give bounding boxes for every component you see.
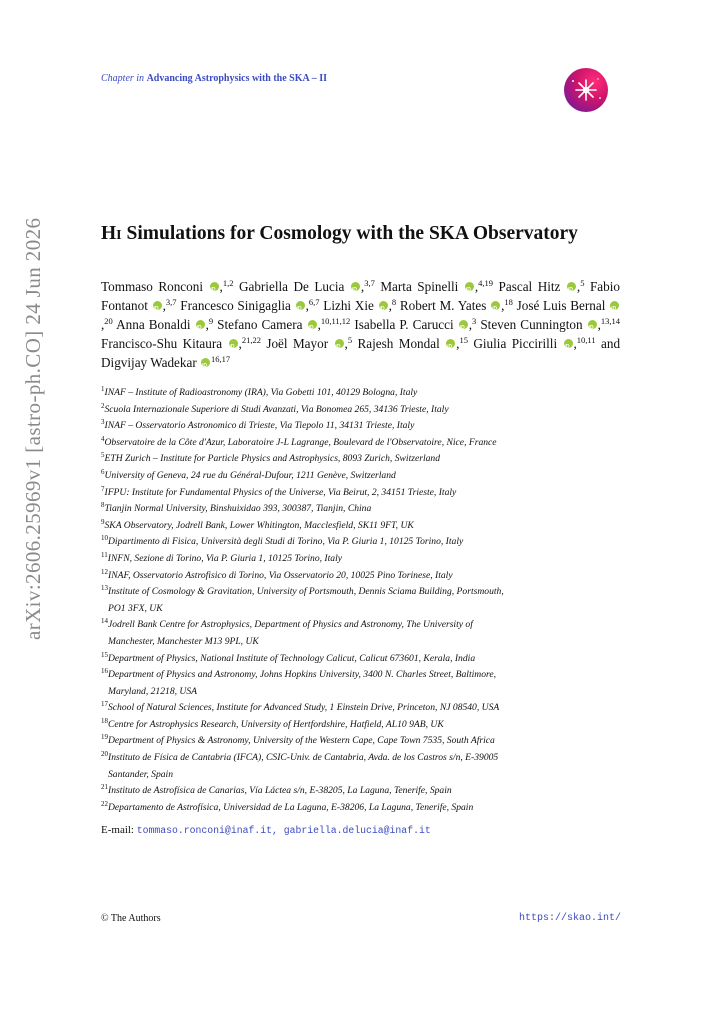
affiliation-number: 1 bbox=[101, 385, 105, 393]
author-name: Anna Bonaldi bbox=[116, 317, 191, 333]
affiliation-item bbox=[101, 485, 620, 502]
author-affiliation-numbers: 16,17 bbox=[211, 354, 231, 365]
affiliation-text: Institute of Cosmology & Gravitation, University of Portsmouth, Dennis Sciama Building, Portsmouth, bbox=[108, 586, 504, 598]
affiliation-item bbox=[101, 800, 620, 817]
affiliation-item bbox=[101, 534, 620, 551]
affiliation-number: 16 bbox=[101, 667, 108, 676]
orcid-icon[interactable] bbox=[153, 301, 162, 310]
orcid-icon[interactable] bbox=[491, 301, 500, 310]
author-affiliation-numbers: 9 bbox=[208, 316, 214, 327]
orcid-icon[interactable] bbox=[567, 282, 576, 291]
footer-url-link[interactable]: https://skao.int/ bbox=[518, 913, 621, 924]
affiliation-item bbox=[101, 750, 620, 783]
book-title-link[interactable]: Advancing Astrophysics with the SKA – II bbox=[146, 73, 327, 84]
email-line bbox=[101, 824, 431, 836]
affiliation-number: 10 bbox=[101, 534, 108, 543]
affiliation-text: Scuola Internazionale Superiore di Studi Avanzati, Via Bonomea 265, 34136 Trieste, Italy bbox=[104, 403, 449, 415]
affiliation-item bbox=[101, 617, 620, 650]
affiliation-item bbox=[101, 551, 620, 568]
author-name: Joël Mayor bbox=[266, 336, 329, 352]
affiliation-text: INAF, Osservatorio Astrofisico di Torino, Via Osservatorio 20, 10025 Pino Torinese, Italy bbox=[108, 569, 453, 581]
author-affiliation-numbers: 10,11,12 bbox=[320, 316, 351, 327]
orcid-icon[interactable] bbox=[379, 301, 388, 310]
author-name: Gabriella De Lucia bbox=[238, 279, 345, 294]
author-name: Marta Spinelli bbox=[380, 279, 459, 294]
affiliation-item bbox=[101, 435, 620, 452]
affiliation-number: 21 bbox=[101, 783, 108, 792]
orcid-icon[interactable] bbox=[296, 301, 305, 310]
affiliation-number: 22 bbox=[101, 799, 108, 808]
affiliation-text-continued: Maryland, 21218, USA bbox=[108, 685, 197, 697]
author-name: Tommaso Ronconi bbox=[101, 279, 204, 294]
ska-logo bbox=[564, 68, 608, 112]
author-name: José Luis Bernal bbox=[516, 298, 606, 314]
author-name: Fabio Fontanot bbox=[101, 279, 621, 314]
affiliation-number: 5 bbox=[101, 451, 105, 460]
affiliation-number: 2 bbox=[101, 401, 105, 410]
affiliation-item bbox=[101, 667, 620, 700]
author-affiliation-numbers: 13,14 bbox=[600, 316, 621, 327]
orcid-icon[interactable] bbox=[465, 282, 474, 291]
affiliation-text-continued: Manchester, Manchester M13 9PL, UK bbox=[108, 635, 259, 647]
affiliation-item bbox=[101, 584, 620, 617]
affiliation-text-continued: Santander, Spain bbox=[108, 768, 174, 780]
affiliation-text: Dipartimento di Fisica, Università degli Studi di Torino, Via P. Giuria 1, 10125 Torino, Italy bbox=[108, 536, 464, 548]
author-name: Francesco Sinigaglia bbox=[180, 298, 291, 314]
affiliation-text: Department of Physics, National Institute of Technology Calicut, Calicut 673601, Kerala, India bbox=[108, 652, 476, 664]
affiliation-item bbox=[101, 501, 620, 518]
orcid-icon[interactable] bbox=[610, 301, 619, 310]
email-addresses[interactable]: tommaso.ronconi@inaf.it, gabriella.delucia@inaf.it bbox=[136, 825, 431, 836]
author-affiliation-numbers: 10,11 bbox=[576, 335, 596, 346]
affiliation-number: 14 bbox=[101, 617, 108, 626]
orcid-icon[interactable] bbox=[335, 339, 344, 348]
affiliation-number: 15 bbox=[101, 650, 108, 659]
author-name: Robert M. Yates bbox=[399, 298, 487, 314]
email-label: E-mail: bbox=[101, 824, 134, 836]
author-affiliation-numbers: 3,7 bbox=[165, 297, 177, 308]
author-name: Stefano Camera bbox=[217, 317, 303, 333]
affiliation-item bbox=[101, 783, 620, 800]
affiliation-number: 7 bbox=[101, 484, 105, 493]
affiliation-number: 12 bbox=[101, 567, 108, 576]
affiliation-item bbox=[101, 733, 620, 750]
affiliation-number: 11 bbox=[101, 550, 108, 559]
author-affiliation-numbers: 18 bbox=[504, 297, 513, 308]
author-name: Pascal Hitz bbox=[498, 279, 561, 294]
affiliation-text: School of Natural Sciences, Institute for Advanced Study, 1 Einstein Drive, Princeton, NJ 08540, USA bbox=[108, 702, 500, 714]
author-name: Isabella P. Carucci bbox=[354, 317, 454, 333]
affiliation-item bbox=[101, 468, 620, 485]
affiliation-text: INAF – Osservatorio Astronomico di Trieste, Via Tiepolo 11, 34131 Trieste, Italy bbox=[104, 420, 415, 432]
affiliation-text: University of Geneva, 24 rue du Général-Dufour, 1211 Genève, Switzerland bbox=[104, 469, 396, 481]
orcid-icon[interactable] bbox=[210, 282, 219, 291]
affiliation-text: SKA Observatory, Jodrell Bank, Lower Whitington, Macclesfield, SK11 9FT, UK bbox=[104, 519, 414, 531]
arxiv-identifier: arXiv:2606.25969v1 [astro-ph.CO] 24 Jun 2026 bbox=[21, 217, 45, 640]
orcid-icon[interactable] bbox=[446, 339, 455, 348]
orcid-icon[interactable] bbox=[308, 320, 317, 329]
author-name: Lizhi Xie bbox=[323, 298, 374, 314]
affiliation-number: 9 bbox=[101, 517, 105, 526]
orcid-icon[interactable] bbox=[201, 358, 210, 367]
affiliation-text: INAF – Institute of Radioastronomy (IRA), Via Gobetti 101, 40129 Bologna, Italy bbox=[104, 387, 418, 398]
affiliation-text: Centre for Astrophysics Research, University of Hertfordshire, Hatfield, AL10 9AB, UK bbox=[108, 718, 444, 730]
affiliation-number: 17 bbox=[101, 700, 108, 709]
orcid-icon[interactable] bbox=[351, 282, 360, 291]
affiliation-number: 6 bbox=[101, 467, 105, 476]
author-name: Rajesh Mondal bbox=[357, 336, 440, 352]
affiliation-number: 20 bbox=[101, 750, 108, 759]
orcid-icon[interactable] bbox=[459, 320, 468, 329]
affiliation-item bbox=[101, 451, 620, 468]
affiliation-text: Tianjin Normal University, Binshuixidao 393, 300387, Tianjin, China bbox=[104, 503, 372, 515]
author-affiliation-numbers: 21,22 bbox=[241, 335, 261, 346]
author-affiliation-numbers: 15 bbox=[459, 335, 468, 346]
affiliation-number: 18 bbox=[101, 716, 108, 725]
author-affiliation-numbers: 3,7 bbox=[364, 278, 375, 288]
affiliation-item bbox=[101, 651, 620, 668]
affiliation-item bbox=[101, 385, 620, 402]
affiliation-item bbox=[101, 700, 620, 717]
author-name: Steven Cunnington bbox=[480, 317, 583, 333]
author-affiliation-numbers: 6,7 bbox=[308, 297, 320, 308]
author-affiliation-numbers: 8 bbox=[391, 297, 397, 308]
affiliation-text: Instituto de Astrofísica de Canarias, Vía Láctea s/n, E-38205, La Laguna, Tenerife, Spain bbox=[108, 785, 452, 797]
title-rest: Simulations for Cosmology with the SKA Observatory bbox=[121, 223, 578, 244]
author-list: Tommaso Ronconi iD ,$^{1,2}$ Gabriella De Lucia iD ,$^{3,7}$ Marta Spinelli iD ,$^{4,19}$ Pascal Hitz iD ,$^5$ Fabio Fontanot iD ,$^{3,7}$ Francesco Sinigaglia iD ,$^{6,7}$ Lizhi Xie iD ,$^8$ Robert M. Yates iD ,$^{18}$ José Luis Bernal iD,$^{20}$ Anna Bonaldi iD ,$^9$ Stefano Camera iD ,$^{10,11,12}$ Isabella P. Carucci iD ,$^3$ Steven Cunnington iD ,$^{13,14}$ Francisco-Shu Kitaura iD ,$^{21,22}$ Joël Mayor iD ,$^5$ Rajesh Mondal iD ,$^{15}$ Giulia Piccirilli iD ,$^{10,11}$ and Digvijay Wadekar iD $^{16,17}$ bbox=[101, 277, 620, 372]
affiliation-text-continued: PO1 3FX, UK bbox=[108, 602, 163, 614]
and-word: and bbox=[601, 336, 621, 352]
author-affiliation-numbers: 4,19 bbox=[478, 278, 494, 288]
chapter-prefix: Chapter in bbox=[101, 73, 145, 84]
orcid-icon[interactable] bbox=[196, 320, 205, 329]
affiliation-item bbox=[101, 418, 620, 435]
author-affiliation-numbers: 3 bbox=[472, 316, 477, 327]
author-affiliation-numbers: 20 bbox=[104, 316, 113, 327]
affiliation-number: 13 bbox=[101, 584, 108, 593]
author-affiliation-numbers: 5 bbox=[347, 335, 353, 346]
paper-title bbox=[101, 223, 578, 245]
affiliation-number: 4 bbox=[101, 434, 105, 443]
copyright: © The Authors bbox=[101, 913, 161, 924]
affiliation-text: INFN, Sezione di Torino, Via P. Giuria 1, 10125 Torino, Italy bbox=[107, 552, 343, 564]
author-name: Francisco-Shu Kitaura bbox=[101, 336, 223, 352]
affiliation-text: ETH Zurich – Institute for Particle Physics and Astrophysics, 8093 Zurich, Switzerland bbox=[104, 453, 441, 465]
affiliation-number: 19 bbox=[101, 733, 108, 742]
affiliation-item bbox=[101, 717, 620, 734]
orcid-icon[interactable] bbox=[564, 339, 573, 348]
affiliation-text: Departamento de Astrofísica, Universidad de La Laguna, E-38206, La Laguna, Tenerife, Spain bbox=[108, 801, 474, 813]
author-affiliation-numbers: 5 bbox=[580, 278, 585, 288]
affiliation-text: Department of Physics and Astronomy, Johns Hopkins University, 3400 N. Charles Street, Baltimore, bbox=[108, 669, 497, 681]
affiliation-text: Instituto de Física de Cantabria (IFCA), CSIC-Univ. de Cantabria, Avda. de los Castros s/n, E-39005 bbox=[108, 752, 499, 764]
author-name: Digvijay Wadekar bbox=[101, 355, 197, 371]
author-name: Giulia Piccirilli bbox=[473, 336, 558, 352]
affiliation-text: Department of Physics & Astronomy, University of the Western Cape, Cape Town 7535, South Africa bbox=[108, 735, 495, 747]
star-burst-icon bbox=[564, 68, 608, 112]
affiliation-text: Observatoire de la Côte d'Azur, Laboratoire J-L Lagrange, Boulevard de l'Observatoire, Nice, France bbox=[104, 436, 497, 448]
title-hi: Hi bbox=[101, 223, 122, 244]
orcid-icon[interactable] bbox=[588, 320, 597, 329]
chapter-header bbox=[101, 73, 327, 84]
affiliation-item bbox=[101, 518, 620, 535]
affiliation-number: 8 bbox=[101, 501, 105, 510]
affiliation-number: 3 bbox=[101, 418, 105, 427]
affiliation-text: Jodrell Bank Centre for Astrophysics, Department of Physics and Astronomy, The University of bbox=[108, 619, 473, 631]
author-affiliation-numbers: 1,2 bbox=[222, 278, 234, 288]
affiliation-text: IFPU: Institute for Fundamental Physics of the Universe, Via Beirut, 2, 34151 Trieste, Italy bbox=[104, 486, 457, 498]
orcid-icon[interactable] bbox=[229, 339, 238, 348]
affiliation-list bbox=[101, 385, 620, 816]
affiliation-item bbox=[101, 568, 620, 585]
affiliation-item bbox=[101, 402, 620, 419]
